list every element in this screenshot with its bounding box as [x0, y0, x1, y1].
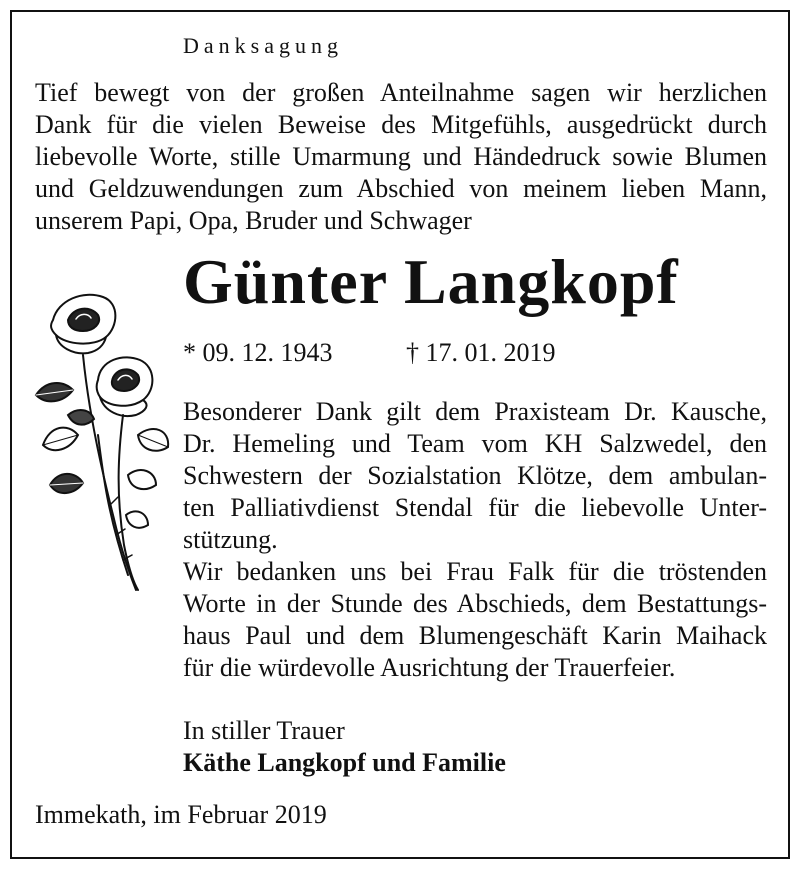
thanks-line: Worte in der Stunde des Abschieds, dem Bestattungs-	[183, 589, 767, 618]
thanks-line: haus Paul und dem Blumengeschäft Karin Maihack	[183, 621, 767, 650]
thanks-line: Wir bedanken uns bei Frau Falk für die tröstenden	[183, 557, 767, 586]
thanks-line: Besonderer Dank gilt dem Praxisteam Dr. Kausche,	[183, 397, 767, 426]
intro-line: unserem Papi, Opa, Bruder und Schwager	[35, 206, 472, 235]
mourning-label: In stiller Trauer	[183, 716, 345, 745]
intro-line: liebevolle Worte, stille Umarmung und Händedruck sowie Blumen	[35, 142, 767, 171]
notice-heading: Danksagung	[183, 33, 343, 58]
intro-line: Tief bewegt von der großen Anteilnahme sagen wir herzlichen	[35, 78, 767, 107]
thanks-line: für die würdevolle Ausrichtung der Trauerfeier.	[183, 653, 676, 682]
thanks-line: ten Palliativdienst Stendal für die liebevolle Unter-	[183, 493, 767, 522]
birth-date: * 09. 12. 1943	[183, 338, 333, 367]
intro-line: Dank für die vielen Beweise des Mitgefühls, ausgedrückt durch	[35, 110, 767, 139]
intro-line: und Geldzuwendungen zum Abschied von meinem lieben Mann,	[35, 174, 767, 203]
thanks-line: stützung.	[183, 525, 278, 554]
thanks-line: Schwestern der Sozialstation Klötze, dem ambulan-	[183, 461, 767, 490]
thanks-line: Dr. Hemeling und Team vom KH Salzwedel, den	[183, 429, 767, 458]
death-date: † 17. 01. 2019	[406, 338, 556, 367]
deceased-name: Günter Langkopf	[183, 246, 679, 317]
rose-illustration	[28, 285, 173, 595]
family-signature: Käthe Langkopf und Familie	[183, 748, 506, 777]
place-and-date: Immekath, im Februar 2019	[35, 800, 327, 829]
